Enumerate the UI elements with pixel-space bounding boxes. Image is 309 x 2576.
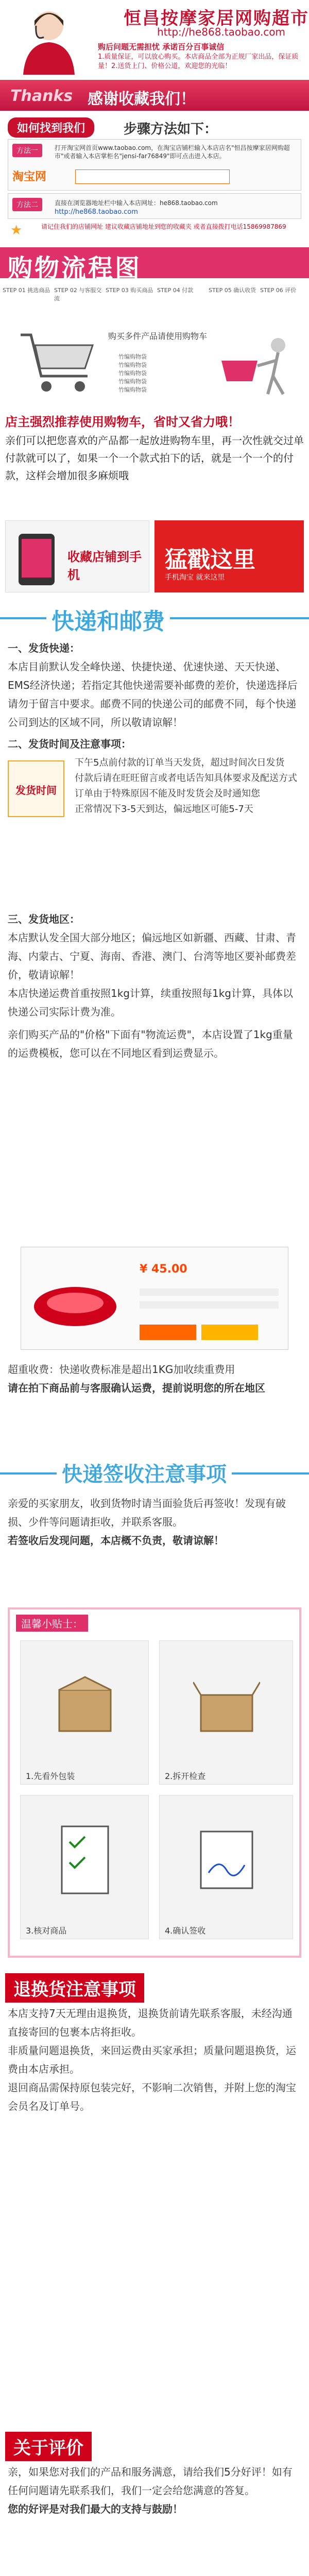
tagline: 购后问题无需担忧 承诺百分百事诚信 — [98, 42, 225, 52]
person-pushing-cart-icon — [216, 330, 299, 397]
intro-body: 亲们可以把您喜欢的产品都一起放进购物车里，再一次性就交过单付款就可以了，如果一个一个款式拍下的话，就是一个一个的付款，这样会增加很多麻烦哦 — [5, 434, 304, 482]
cart-item: 竹编购物袋 — [118, 353, 147, 360]
how-to-find-section — [0, 113, 309, 242]
flow-step: STEP 04 付款 — [157, 287, 194, 294]
phone-fav-label: 收藏店铺到手机 — [67, 550, 142, 582]
product-info-line — [140, 1301, 279, 1309]
shipping-note: 订单由于特殊原因不能及时发货会及时通知您 — [75, 788, 260, 799]
steps-label: 步骤方法如下： — [124, 122, 218, 137]
evaluation-title: 关于评价 — [5, 2432, 92, 2461]
shipping-s2-title: 二、发货时间及注意事项： — [8, 738, 131, 750]
flow-step: STEP 05 确认收货 — [209, 287, 256, 294]
shipping-title: 快递和邮费 — [46, 603, 170, 636]
shipping-s1-text: 本店目前默认发全峰快递、快捷快递、优速快递、天天快递、EMS经济快递；若指定其他快递需要补邮费的差价，快递选择后请勿于留言中要求。邮费不同的快递公司的邮费不同，每个快递公司到达的区域不同，所以敬请谅解！ — [8, 660, 298, 728]
shipping-note: 付款后请在旺旺留言或者电话告知具体要求及配送方式 — [75, 773, 297, 784]
evaluation-section — [8, 2463, 301, 2518]
phone-icon — [13, 531, 60, 588]
promo-banners — [0, 515, 309, 598]
click-here-sub: 手机淘宝 就来这里 — [165, 573, 225, 582]
intro-headline: 店主强烈推荐使用购物车，省时又省力哦！ — [5, 415, 240, 429]
method1-text: 打开淘宝网首页www.taobao.com，在淘宝店铺栏输入本店店名"恒昌按摩家居网购超市"或者输入本店掌柜名"jensi-far76849"即可点击进入本店。 — [55, 144, 290, 160]
shopping-cart-icon — [15, 319, 98, 397]
super-weight-note: 超重收费：快递收费标准是超出1KG加收续重费用 — [8, 1363, 235, 1376]
click-here-banner[interactable] — [154, 520, 304, 592]
add-to-cart-button[interactable] — [201, 1325, 258, 1340]
shipping-s3-text2: 本店快递运费首重按照1kg计算，续重按照每1kg计算，具体以快递公司实际计费为准。 — [8, 987, 294, 1018]
shipping-note: 正常情况下3-5天到达，偏远地区可能5-7天 — [75, 804, 253, 815]
tip-label: 4.确认签收 — [165, 1926, 206, 1936]
signing-title-bar — [0, 1458, 309, 1489]
flow-step: STEP 02 与客服交流 — [54, 287, 102, 302]
thanks-banner — [0, 80, 309, 111]
delivery-time-badge: 发货时间 — [8, 760, 64, 817]
flow-steps — [0, 281, 309, 312]
favorite-note: 请记住我们的店铺网址 建议收藏店铺地址到您的收藏夹 或者直接拨打电话15869987869 — [41, 223, 286, 230]
shop-url[interactable]: http://he868.taobao.com — [157, 26, 286, 38]
how-to-title: 如何找到我们 — [8, 117, 94, 138]
signing-section — [8, 1494, 301, 1550]
tips-title: 温馨小贴士： — [16, 1615, 88, 1632]
thanks-en: Thanks — [10, 87, 73, 105]
flow-title: 购物流程图 — [8, 254, 142, 283]
customer-service-avatar — [15, 5, 82, 75]
tagline-detail: 1.质量保证，可以放心购买。本店商品全部为正规厂家出品，保证质量！2.送货上门、价格公道，欢迎您的光临！ — [98, 53, 299, 70]
signing-tips-box — [8, 1607, 301, 1958]
flow-title-bar — [0, 247, 309, 283]
taobao-logo: 淘宝网 — [12, 171, 47, 183]
signing-title: 快递签收注意事项 — [57, 1458, 232, 1487]
shipping-section — [8, 639, 301, 1062]
thanks-cn: 感谢收藏我们！ — [88, 90, 196, 108]
evaluation-text: 亲，如果您对我们的产品和服务满意，请给我们5分好评！如有任何问题请先联系我们，我们一定会给您满意的答复。 — [8, 2466, 293, 2497]
returns-text: 非质量问题退换货，来回运费由买家承担；质量问题退换货，运费由本店承担。 — [8, 2044, 296, 2075]
tip-illustration — [159, 1795, 293, 1939]
intro-text — [5, 412, 304, 484]
click-here-label: 猛戳这里 — [165, 547, 255, 573]
shipping-notes — [75, 755, 301, 817]
star-icon: ★ — [10, 223, 23, 238]
flow-step: STEP 01 挑选商品 — [3, 287, 50, 294]
package-icon — [52, 1672, 118, 1739]
shipping-note: 下午5点前付款的订单当天发货，超过时间次日发货 — [75, 757, 285, 768]
shipping-title-bar — [0, 603, 309, 634]
shipping-s1-title: 一、发货快递： — [8, 642, 80, 654]
method2-tag: 方法二 — [12, 198, 42, 211]
product-info-line — [140, 1289, 279, 1296]
evaluation-thanks: 您的好评是对我们最大的支持与鼓励！ — [8, 2503, 183, 2515]
returns-text: 本店支持7天无理由退换货，退换货前请先联系客服，未经沟通直接寄回的包裹本店将拒收。 — [8, 2007, 293, 2038]
signing-text: 亲爱的买家朋友，收到货物时请当面验货后再签收！发现有破损、少件等问题请拒收，并联系客服。 — [8, 1497, 286, 1528]
cart-illustration — [0, 314, 309, 404]
shipping-extra — [8, 1360, 301, 1397]
price-note: 亲们购买产品的"价格"下面有"物流运费"，本店设置了1kg重量的运费模板，您可以在不同地区看到运费显示。 — [8, 1028, 293, 1059]
checklist-icon — [52, 1821, 118, 1899]
tip-illustration — [20, 1640, 149, 1785]
flow-step: STEP 06 评价 — [260, 287, 297, 294]
method1-box — [8, 139, 301, 191]
returns-section — [8, 2004, 301, 2115]
cart-list — [118, 353, 147, 394]
tip-label: 3.核对商品 — [26, 1926, 67, 1936]
buy-now-button[interactable] — [140, 1325, 196, 1340]
shipping-s3-text: 本店默认发全国大部分地区；偏远地区如新疆、西藏、甘肃、青海、内蒙古、宁夏、海南、香港、澳门、台湾等地区要补邮费差价，敬请谅解！ — [8, 931, 296, 981]
shop-header — [0, 0, 309, 77]
returns-title: 退换货注意事项 — [5, 1973, 144, 2003]
product-snapshot — [21, 1247, 288, 1350]
signing-warning: 若签收后发现问题，本店概不负责，敬请谅解！ — [8, 1534, 224, 1547]
method2-text: 直接在浏览器地址栏中输入本店网址：he868.taobao.com — [55, 199, 218, 207]
shop-name: 恒昌按摩家居网购超市 — [124, 8, 309, 29]
cart-item: 竹编购物袋 — [118, 378, 147, 385]
tip-illustration — [20, 1795, 149, 1939]
returns-text: 退回商品需保持原包装完好，不影响二次销售，并附上您的淘宝会员名及订单号。 — [8, 2081, 296, 2112]
open-box-icon — [193, 1672, 260, 1739]
shipping-s2-block — [8, 755, 301, 910]
address-bar-url[interactable]: http://he868.taobao.com — [55, 208, 138, 216]
flow-step: STEP 03 购买商品 — [106, 287, 153, 294]
cart-item: 竹编购物袋 — [118, 362, 147, 368]
mobile-fav-banner[interactable] — [5, 520, 149, 592]
signature-icon — [193, 1821, 260, 1899]
tip-label: 2.拆开检查 — [165, 1771, 206, 1781]
tip-illustration — [159, 1640, 293, 1785]
shipping-s3-title: 三、发货地区： — [8, 913, 80, 925]
shipping-end-note: 请在拍下商品前与客服确认运费，提前说明您的所在地区 — [8, 1382, 265, 1394]
method1-tag: 方法一 — [12, 144, 42, 157]
cart-note: 购买多件产品请使用购物车 — [108, 331, 208, 341]
product-price: ¥ 45.00 — [140, 1263, 187, 1276]
massager-product-image — [31, 1278, 119, 1330]
method2-box — [8, 193, 301, 219]
search-box-illustration — [75, 170, 230, 184]
tip-label: 1.先看外包装 — [26, 1771, 75, 1781]
cart-item: 竹编购物袋 — [118, 386, 147, 393]
cart-item: 竹编购物袋 — [118, 370, 147, 377]
